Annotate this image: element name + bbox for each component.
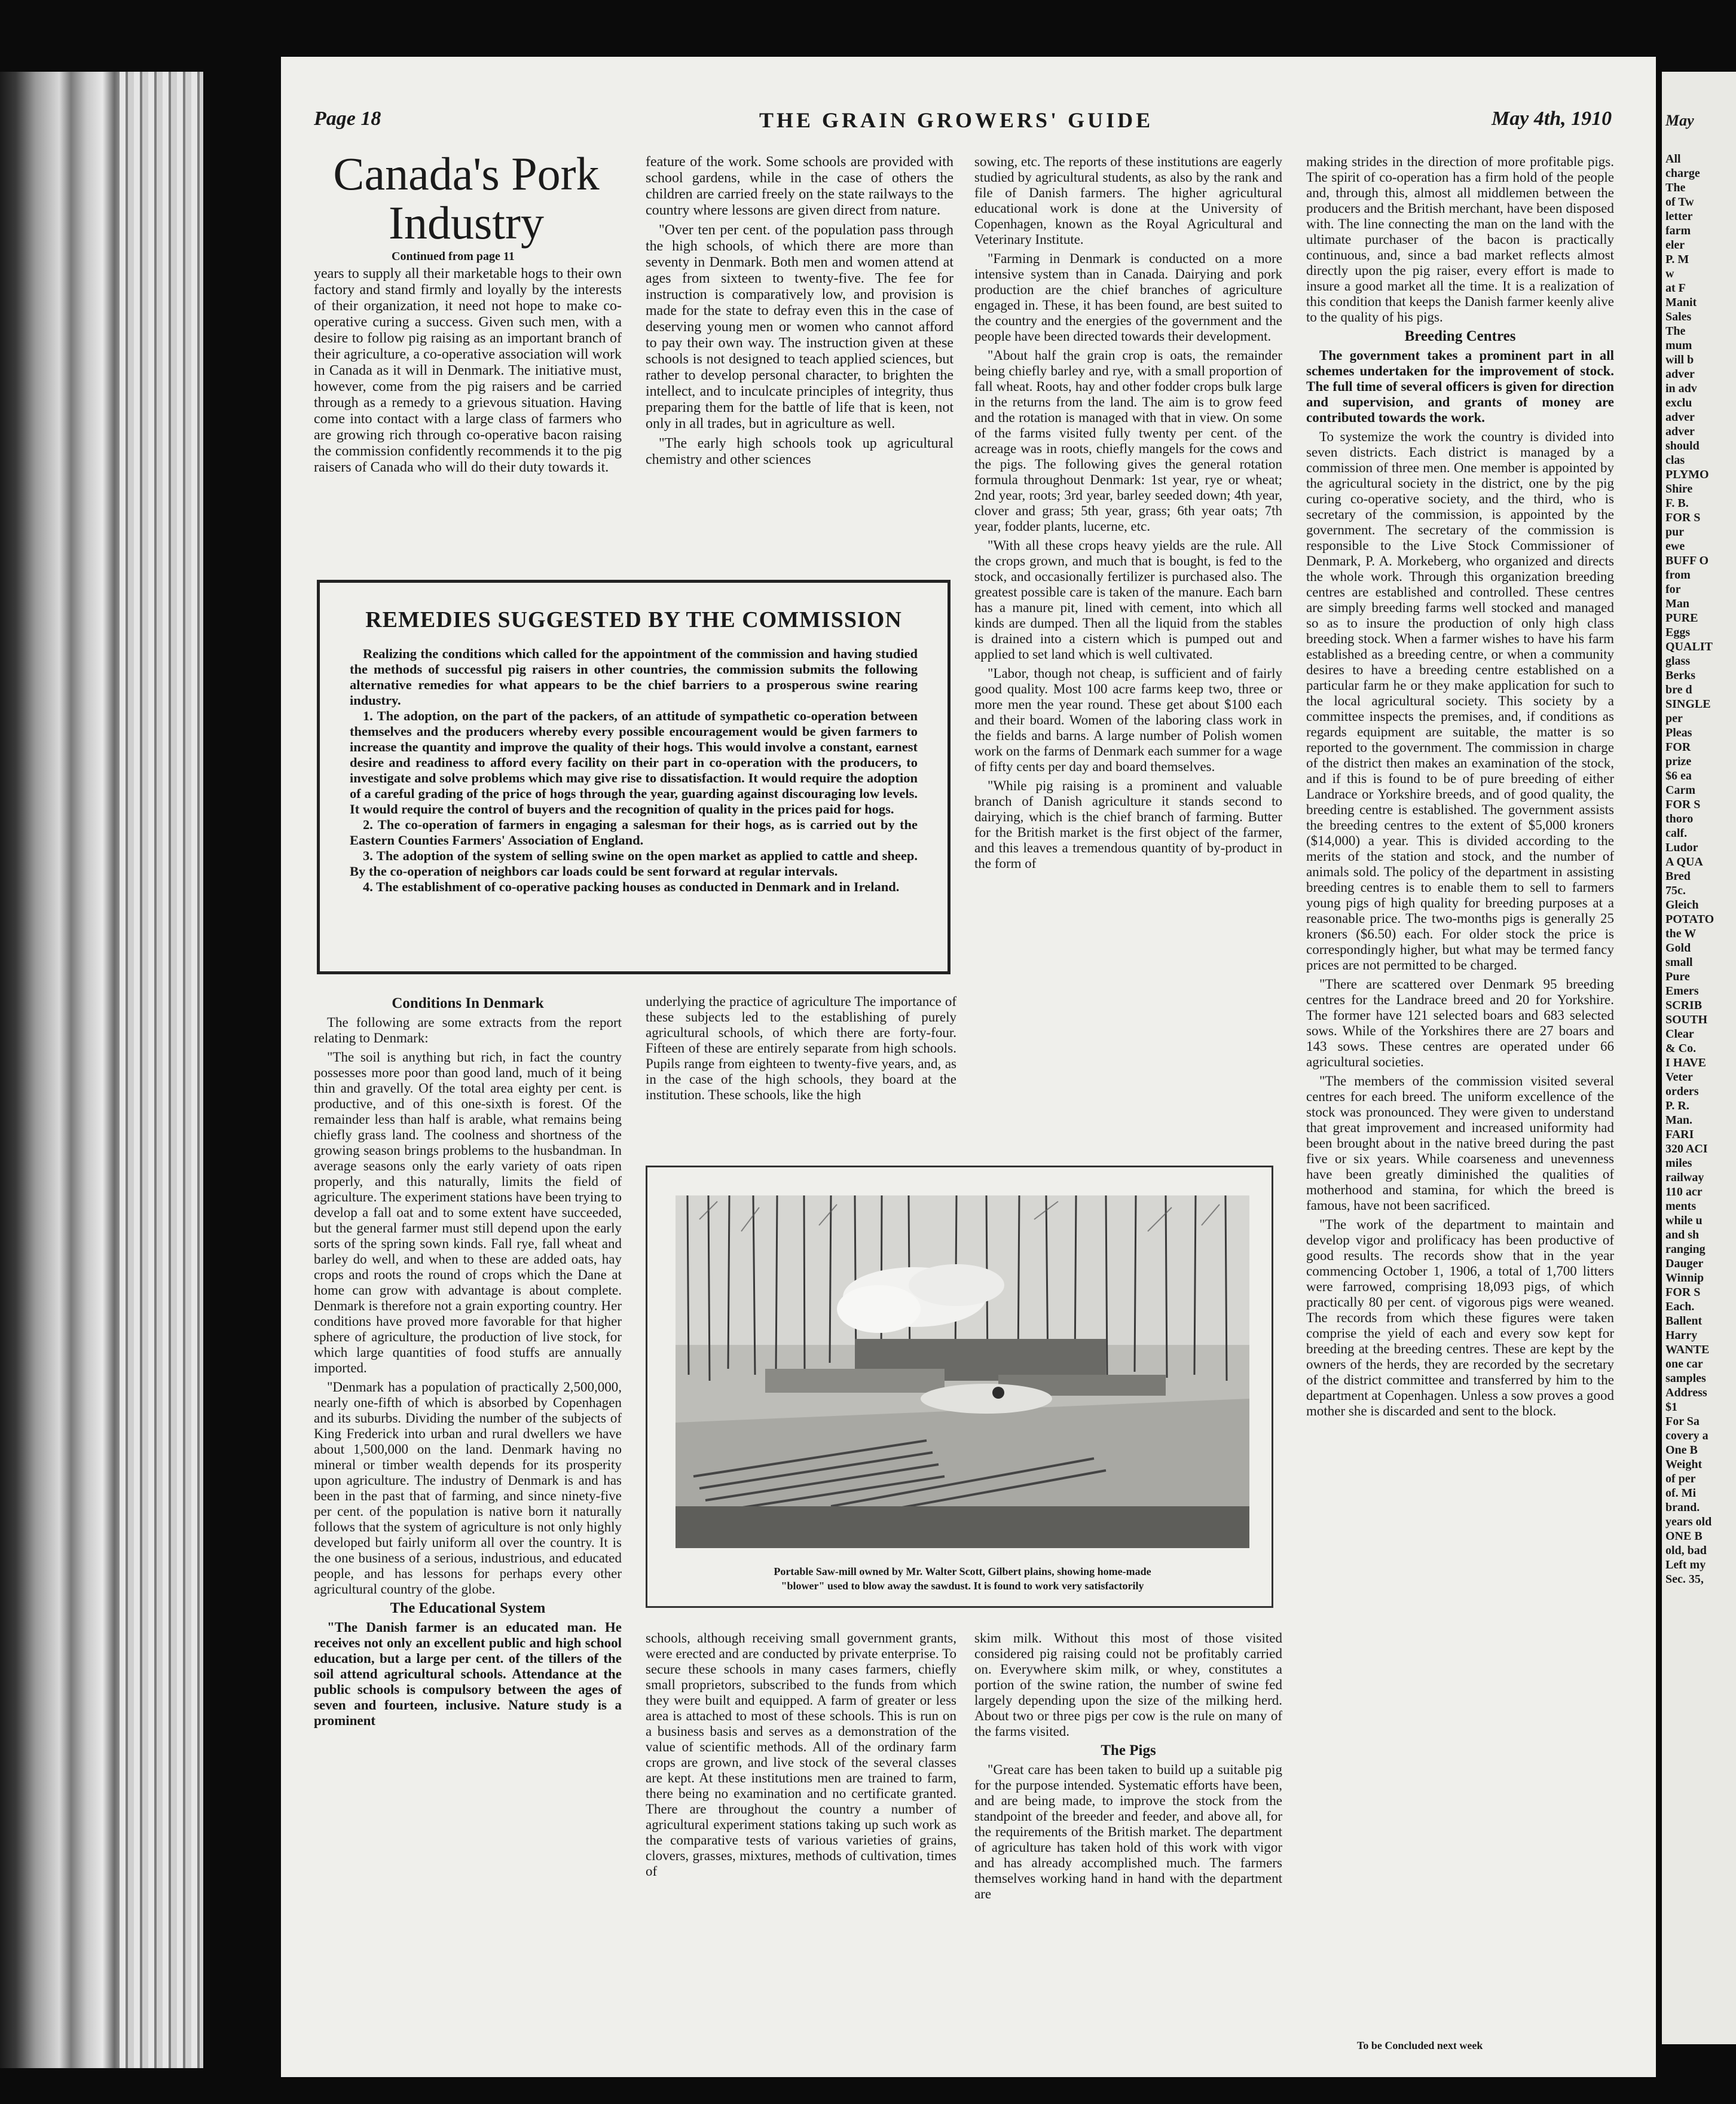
adjacent-page-fragment-line: Address — [1665, 1386, 1707, 1399]
adjacent-page-fragment-line: QUALIT — [1665, 640, 1713, 653]
adjacent-page-fragment-line: PLYMO — [1665, 468, 1709, 481]
adjacent-page-fragment-line: SCRIB — [1665, 999, 1703, 1012]
adjacent-page-fragment-line: from — [1665, 568, 1691, 582]
column-3-bottom — [974, 1631, 1282, 1906]
adjacent-page-fragment-line: the W — [1665, 927, 1697, 940]
adjacent-page-text — [1662, 152, 1736, 1586]
remedy-item: 3. The adoption of the system of selling swine on the open market as applied to cattle and sheep. By the co-operation of neighbors car loads could be sent forward at regular intervals. — [350, 848, 918, 879]
adjacent-page-fragment-line: ranging — [1665, 1243, 1706, 1256]
paragraph: skim milk. Without this most of those visited considered pig raising could not be profitably carried on. Everywhere skim milk, or whey, constitutes a portion of the swine ration, the number of swine fed largely depending upon the size of the milking herd. About two or three pigs per cow is the rule on many of the farms visited. — [974, 1631, 1282, 1739]
remedies-box — [317, 580, 950, 974]
adjacent-page-fragment-line: covery a — [1665, 1429, 1709, 1442]
adjacent-page-fragment-line: adver — [1665, 425, 1695, 438]
paragraph: "While pig raising is a prominent and valuable branch of Danish agriculture it stands second to dairying, which is the chief branch of farming. Butter for the British market is the first object of the farmer, and this leaves a tremendous quantity of by-product in the form of — [974, 778, 1282, 871]
paragraph: schools, although receiving small government grants, were erected and are conducted by private enterprise. To secure these schools in many cases farmers, chiefly small proprietors, subscribed to the funds from which they were built and equipped. A farm of greater or less area is attached to most of these schools. This is run on a business basis and serves as a demonstration of the value of scientific methods. All of the ordinary farm crops are grown, and live stock of the several classes are kept. At these institutions men are trained to farm, there being no examination and no certificate granted. There are throughout the country a number of agricultural experiment stations taking up such work as the comparative tests of various varieties of grains, clovers, grasses, mixtures, methods of cultivation, times of — [646, 1631, 956, 1879]
adjacent-page-fragment-line: FARI — [1665, 1128, 1694, 1141]
adjacent-page-fragment-line: POTATO — [1665, 913, 1714, 926]
adjacent-page-fragment-line: Sec. 35, — [1665, 1573, 1704, 1586]
paragraph: "About half the grain crop is oats, the remainder being chiefly barley and rye, with a small proportion of fall wheat. Roots, hay and other fodder crops bulk large in the returns from the land. The aim is to grow feed and the rotation is managed with that in view. On some of the farms visited fully twenty per cent. of the acreage was in roots, chiefly mangels for the cows and the pigs. The following gives the general rotation formula throughout Denmark: 1st year, rye or wheat; 2nd year, roots; 3rd year, barley seeded down; 4th year, clover and grass; 5th year, grass; 6th year oats; 7th year, fodder plants, lucerne, etc. — [974, 348, 1282, 534]
adjacent-page-fragment-line: while u — [1665, 1214, 1703, 1227]
paragraph: sowing, etc. The reports of these institutions are eagerly studied by agricultural students, as also by the rank and file of Danish farmers. The higher agricultural educational work is done at the University of Copenhagen, known as the Royal Agricultural and Veterinary Institute. — [974, 154, 1282, 247]
remedy-item: 1. The adoption, on the part of the packers, of an attitude of sympathetic co-operation between themselves and the producers whereby every possible encouragement would be given farmers to increase the quantity and improve the quality of their hogs. This would involve a constant, earnest desire and readiness to afford every facility on their part in co-operation with the producers, to investigate and solve problems which may give rise to dissatisfaction. It would require the adoption of a careful grading of the price of hogs through the year, guarding against discouraging low levels. It would require the control of buyers and the recognition of quality in the prices paid for hogs. — [350, 708, 918, 816]
adjacent-page-fragment-line: of. Mi — [1665, 1487, 1697, 1500]
paragraph: To systemize the work the country is divided into seven districts. Each district is managed by a commission of three men. One member is appointed by the agricultural society in the district, one by the pig curing co-operative society, and the third, who is secretary of the commission, is appointed by the government. The secretary of the commission is responsible to the Live Stock Commissioner of Denmark, P. A. Morkeberg, who organized and directs the whole work. Through this organization breeding centres are established and controlled. These centres are simply breeding farms well stocked and managed so as to insure the production of only high class breeding stock. When a farmer wishes to have his farm established as a breeding centre, or when a community desires to have a breeding centre established on a particular farm he or they make application for such to the local agricultural society. This society by a committee inspects the premises, and, if conditions as regards equipment are suitable, the matter is so reported to the government. The commission in charge of the district then makes an examination of the stock, and if this is found to be of pure breeding of either Landrace or Yorkshire breeds, and of good quality, the breeding centre is established. The government assists the breeding centres to the extent of $5,000 kroners ($14,000) a year. This is divided according to the merits of the station and stock, and the number of animals sold. The policy of the department in assisting breeding centres is to enable them to sell to farmers young pigs of high quality for breeding purposes at a reasonable price. The two-months pigs is generally 25 kroners ($6.50) each. For older stock the price is correspondingly higher, but what may be termed fancy prices are not permitted to be charged. — [1306, 429, 1614, 973]
adjacent-page-fragment-line: w — [1665, 267, 1674, 280]
adjacent-page-fragment-line: A QUA — [1665, 855, 1703, 868]
adjacent-page-fragment-line: Gold — [1665, 941, 1691, 955]
adjacent-page-fragment-line: I HAVE — [1665, 1056, 1706, 1069]
adjacent-page-fragment-line: orders — [1665, 1085, 1699, 1098]
column-2-mid — [646, 994, 956, 1106]
adjacent-page-fragment-line: 110 acr — [1665, 1185, 1703, 1198]
masthead: THE GRAIN GROWERS' GUIDE — [759, 108, 1154, 132]
paragraph: "There are scattered over Denmark 95 breeding centres for the Landrace breed and 20 for Yorkshire. The former have 121 selected boars and 683 selected sows. While of the Yorkshires there are 27 boars and 143 sows. These centres are operated under 66 agricultural societies. — [1306, 977, 1614, 1069]
remedies-text — [350, 646, 918, 895]
breeding-centres-heading: Breeding Centres — [1404, 328, 1516, 344]
adjacent-page-fragment-line: Winnip — [1665, 1271, 1704, 1285]
adjacent-page-fragment-line: ewe — [1665, 540, 1685, 553]
adjacent-page-fragment-line: of per — [1665, 1472, 1696, 1485]
paragraph: feature of the work. Some schools are provided with school gardens, while in the case of others the children are carried freely on the state railways to the country where lessons are given direct from nature. — [646, 154, 953, 218]
continued-note: Continued from page 11 — [392, 250, 515, 263]
adjacent-page-fragment-line: Eggs — [1665, 626, 1691, 639]
column-2-top — [646, 154, 953, 472]
sawmill-photo — [676, 1195, 1249, 1548]
photo-caption — [681, 1564, 1243, 1593]
caption-line: "blower" used to blow away the sawdust. It is found to work very satisfactorily — [781, 1580, 1144, 1592]
adjacent-page-fragment-line: of Tw — [1665, 195, 1694, 209]
paragraph: "Labor, though not cheap, is sufficient and of fairly good quality. Most 100 acre farms keep two, three or more men the year round. These get about $100 each and their board. Women of the laboring class work in the fields and barns. A large number of Polish women work on the farms of Denmark each summer for a wage of fifty cents per day and board themselves. — [974, 666, 1282, 774]
adjacent-page-fragment-line: per — [1665, 712, 1683, 725]
adjacent-page-fragment-line: Man — [1665, 597, 1689, 610]
adjacent-page-fragment-line: Pleas — [1665, 726, 1692, 739]
paragraph: making strides in the direction of more profitable pigs. The spirit of co-operation has a firm hold of the people and, through this, almost all middlemen between the producers and the British merchant, have been disposed with. The line connecting the man on the land with the ultimate purchaser of the bacon is practically continuous, and, since a bad market reflects almost directly upon the pig raiser, every effort is made to insure a good market all the time. It is a realization of this condition that keeps the Danish farmer keenly alive to the quality of his pigs. — [1306, 154, 1614, 325]
caption-line: Portable Saw-mill owned by Mr. Walter Scott, Gilbert plains, showing home-made — [774, 1565, 1151, 1577]
paragraph: "Over ten per cent. of the population pass through the high schools, of which there are more than seventy in Denmark. Both men and women attend at ages from sixteen to twenty-five. The fee for instruction is comparatively low, and provision is made for the state to defray even this in the case of deserving young men or women who cannot afford to pay their own way. The instruction given at these schools is not designed to teach applied sciences, but rather to develop personal character, to brighten the intellect, and to inculcate principles of integrity, thus preparing them for the battle of life that is keen, not only in all trades, but in agriculture as well. — [646, 222, 953, 432]
adjacent-page-fragment-line: will b — [1665, 353, 1694, 366]
adjacent-page-fragment-line: FOR S — [1665, 798, 1701, 811]
adjacent-page-fragment-line: small — [1665, 956, 1693, 969]
adjacent-page-fragment — [1662, 72, 1736, 2044]
adjacent-page-fragment-line: Left my — [1665, 1558, 1706, 1571]
adjacent-page-fragment-line: for — [1665, 583, 1681, 596]
adjacent-page-fragment-line: brand. — [1665, 1501, 1700, 1514]
column-3-top — [974, 154, 1282, 875]
adjacent-page-fragment-line: ONE B — [1665, 1530, 1703, 1543]
adjacent-page-fragment-line: All — [1665, 152, 1681, 166]
page-number: Page 18 — [314, 108, 381, 130]
adjacent-page-fragment-line: miles — [1665, 1157, 1692, 1170]
adjacent-page-fragment-line: exclu — [1665, 396, 1692, 409]
adjacent-page-fragment-line: pur — [1665, 525, 1685, 539]
adjacent-page-fragment-line: FOR — [1665, 741, 1691, 754]
adjacent-page-fragment-line: in adv — [1665, 382, 1697, 395]
adjacent-page-fragment-line: FOR S — [1665, 511, 1701, 524]
adjacent-page-fragment-line: farm — [1665, 224, 1691, 237]
paragraph: "The work of the department to maintain and develop vigor and prolificacy has been productive of good results. The records show that in the year commencing October 1, 1906, a total of 1,700 litters were farrowed, comprising 18,093 pigs, of which practically 80 per cent. of vigorous pigs were weaned. The records from which these figures were taken comprise the yield of each and every sow kept for breeding at the breeding centres. These are kept by the owners of the herds, they are recorded by the secretary of the district committee and transferred by him to the department at Copenhagen. Unless a sow proves a good mother she is discarded and sent to the block. — [1306, 1217, 1614, 1418]
adjacent-page-fragment-line: P. R. — [1665, 1099, 1689, 1112]
adjacent-page-fragment-line: The — [1665, 325, 1686, 338]
adjacent-page-fragment-line: Berks — [1665, 669, 1695, 682]
adjacent-page-fragment-line: years old — [1665, 1515, 1712, 1528]
breeding-lead-paragraph: The government takes a prominent part in all schemes undertaken for the improvement of stock. The full time of several officers is given for direction and supervision, and grants of money are contributed towards the work. — [1306, 348, 1614, 425]
paragraph: "Farming in Denmark is conducted on a more intensive system than in Canada. Dairying and pork production are the chief branches of agriculture engaged in. These, it has been found, are best suited to the country and the energies of the government and the people have been directed towards their development. — [974, 251, 1282, 344]
adjacent-page-fragment-line: Harry — [1665, 1329, 1698, 1342]
adjacent-page-fragment-line: bre d — [1665, 683, 1692, 696]
adjacent-page-fragment-line: P. M — [1665, 253, 1689, 266]
adjacent-page-fragment-line: Weight — [1665, 1458, 1703, 1471]
adjacent-page-fragment-line: $1 — [1665, 1400, 1677, 1414]
paragraph: "The soil is anything but rich, in fact the country possesses more poor than good land, much of it being thin and gravelly. Of the total area eighty per cent. is productive, and of this one-sixth is forest. Of the remainder less than half is arable, what remains being chiefly grass land. The coolness and shortness of the growing season brings problems to the husbandman. In average seasons only the early variety of oats ripen properly, and this naturally, limits the field of agriculture. The experiment stations have been trying to develop a fall oat and to some extent have succeeded, but the general farmer must still depend upon the early sorts of the spring sown kinds. Fall rye, fall wheat and barley do well, and when to these are added oats, hay crops and roots the round of crops which the Dane at home can grow with advantage is about complete. Denmark is therefore not a grain exporting country. Her conditions have proved more favorable for that higher sphere of agriculture, the production of live stock, for which large quantities of food stuffs are annually imported. — [314, 1050, 622, 1375]
column-1-top — [314, 266, 622, 479]
paragraph: "Denmark has a population of practically 2,500,000, nearly one-fifth of which is absorbed by Copenhagen and its suburbs. Dividing the number of the subjects of King Frederick into urban and rural dwellers we have about 1,500,000 on the land. Denmark having no mineral or timber wealth depends for its prosperity upon agriculture. The industry of Denmark is and has been in the past that of farming, and since ninety-five per cent. of the population is native born it naturally follows that the system of agriculture is not only highly developed but fairly uniform all over the country. It is the one business of a serious, industrious, and educated people, and has lessons for perhaps every other agricultural country of the globe. — [314, 1380, 622, 1597]
adjacent-page-fragment-line: Bred — [1665, 870, 1691, 883]
adjacent-page-fragment-line: FOR S — [1665, 1286, 1701, 1299]
adjacent-page-fragment-line: Veter — [1665, 1071, 1693, 1084]
paragraph: "With all these crops heavy yields are the rule. All the crops grown, and much that is bought, is fed to the stock, and occasionally fertilizer is purchased also. The greatest possible care is taken of the manure. Each barn has a manure pit, lined with cement, into which all kinds are dumped. Then all the liquid from the stables is drained into a cistern which is pumped out and applied to set land which is well cultivated. — [974, 538, 1282, 662]
pigs-heading: The Pigs — [1101, 1742, 1156, 1759]
adjacent-page-fragment-line: The — [1665, 181, 1686, 194]
adjacent-page-fragment-line: samples — [1665, 1372, 1706, 1385]
adjacent-page-fragment-line: One B — [1665, 1444, 1698, 1457]
adjacent-page-fragment-line: railway — [1665, 1171, 1704, 1184]
adjacent-page-fragment-line: PURE — [1665, 611, 1698, 625]
paragraph: "The Danish farmer is an educated man. He receives not only an excellent public and high school education, but a large per cent. of the tillers of the soil attend agricultural schools. Attendance at the public schools is compulsory between the ages of seven and fourteen, inclusive. Nature study is a prominent — [314, 1620, 622, 1728]
paragraph: The following are some extracts from the report relating to Denmark: — [314, 1015, 622, 1045]
adjacent-page-fragment-line: and sh — [1665, 1228, 1700, 1241]
adjacent-page-fragment-line: Manit — [1665, 296, 1697, 309]
paragraph: "The members of the commission visited several centres for each breed. The uniform excellence of the stock was pronounced. They were given to understand that great improvement and increased uniformity had been brought about in the native breed during the past five or six years. While coarseness and unevenness have been greatly diminished the qualities of motherhood and stamina, for which the breed is famous, have not been sacrificed. — [1306, 1074, 1614, 1213]
adjacent-page-fragment-line: glass — [1665, 655, 1691, 668]
article-title: Canada's Pork Industry — [333, 148, 600, 249]
adjacent-page-fragment-line: Emers — [1665, 984, 1699, 998]
adjacent-page-fragment-line: one car — [1665, 1357, 1703, 1371]
adjacent-page-fragment-line: SOUTH — [1665, 1013, 1708, 1026]
adjacent-page-fragment-line: Each. — [1665, 1300, 1695, 1313]
paragraph: underlying the practice of agriculture The importance of these subjects led to the establishing of purely agricultural schools, of which there are forty-four. Fifteen of these are entirely separate from high schools. Pupils range from eighteen to twenty-five years, and, as in the case of the high schools, they board at the institution. These schools, like the high — [646, 994, 956, 1102]
adjacent-page-fragment-line: 75c. — [1665, 884, 1686, 897]
adjacent-page-fragment-line: calf. — [1665, 827, 1688, 840]
adjacent-page-fragment-line: BUFF O — [1665, 554, 1709, 567]
adjacent-page-fragment-line: Ludor — [1665, 841, 1698, 854]
adjacent-page-fragment-line: adver — [1665, 411, 1695, 424]
adjacent-page-fragment-line: at F — [1665, 282, 1686, 295]
adjacent-page-fragment-line: & Co. — [1665, 1042, 1697, 1055]
column-2-bottom — [646, 1631, 956, 1883]
adjacent-page-fragment-line: Man. — [1665, 1114, 1692, 1127]
adjacent-page-header: May — [1665, 112, 1694, 129]
adjacent-page-fragment-line: letter — [1665, 210, 1693, 223]
issue-date: May 4th, 1910 — [1492, 108, 1612, 130]
paragraph: "Great care has been taken to build up a suitable pig for the purpose intended. Systematic efforts have been, and are being made, to improve the stock from the standpoint of the breeder and feeder, and above all, for the requirements of the British market. The department of agriculture has taken hold of this work with vigor and has already accomplished much. The farmers themselves working hand in hand with the department are — [974, 1762, 1282, 1901]
continuation-note: To be Concluded next week — [1357, 2039, 1483, 2051]
adjacent-page-fragment-line: Shire — [1665, 482, 1693, 496]
column-1-lower — [314, 992, 622, 1732]
paragraph: "The early high schools took up agricultural chemistry and other sciences — [646, 436, 953, 467]
adjacent-page-fragment-line: Dauger — [1665, 1257, 1704, 1270]
adjacent-page-fragment-line: For Sa — [1665, 1415, 1700, 1428]
sawmill-illustration — [676, 1195, 1249, 1548]
adjacent-page-fragment-line: charge — [1665, 167, 1700, 180]
adjacent-page-fragment-line: 320 ACI — [1665, 1142, 1708, 1155]
page-edges — [120, 72, 203, 2068]
adjacent-page-fragment-line: old, bad — [1665, 1544, 1707, 1557]
adjacent-page-fragment-line: thoro — [1665, 812, 1694, 825]
remedy-item: 4. The establishment of co-operative packing houses as conducted in Denmark and in Ireland. — [363, 879, 900, 894]
adjacent-page-fragment-line: $6 ea — [1665, 769, 1692, 782]
adjacent-page-fragment-line: Ballent — [1665, 1314, 1703, 1328]
column-4 — [1306, 154, 1614, 1423]
adjacent-page-fragment-line: prize — [1665, 755, 1692, 768]
adjacent-page-fragment-line: Pure — [1665, 970, 1690, 983]
adjacent-page-fragment-line: ments — [1665, 1200, 1697, 1213]
adjacent-page-fragment-line: clas — [1665, 454, 1685, 467]
intro-paragraph: years to supply all their marketable hogs to their own factory and stand firmly and loyally by the interests of their organization, it need not hope to make co-operative curing a success. Given such men, with a desire to follow pig raising as an important branch of their agriculture, a co-operative association will work in Canada as it will in Denmark. The initiative must, however, come from the pig raisers and be carried through as a remedy to a grievous situation. Having come into contact with a large class of farmers who are growing rich through co-operative bacon raising the commission confidently recommends it to the pig raisers of Canada who will do their duty towards it. — [314, 266, 622, 475]
adjacent-page-fragment-line: Sales — [1665, 310, 1692, 323]
adjacent-page-fragment-line: SINGLE — [1665, 698, 1711, 711]
remedies-intro: Realizing the conditions which called for the appointment of the commission and having studied the methods of successful pig raisers in other countries, the commission submits the following alternative remedies for what appears to be the chief barriers to a prosperous swine rearing industry. — [350, 646, 918, 708]
remedy-item: 2. The co-operation of farmers in engaging a salesman for their hogs, as is carried out by the Eastern Counties Farmers' Association of England. — [350, 817, 918, 848]
adjacent-page-fragment-line: adver — [1665, 368, 1695, 381]
adjacent-page-fragment-line: WANTE — [1665, 1343, 1710, 1356]
adjacent-page-fragment-line: F. B. — [1665, 497, 1689, 510]
remedies-heading: REMEDIES SUGGESTED BY THE COMMISSION — [365, 607, 902, 632]
adjacent-page-fragment-line: Carm — [1665, 784, 1695, 797]
adjacent-page-fragment-line: Clear — [1665, 1027, 1694, 1041]
conditions-heading: Conditions In Denmark — [392, 995, 544, 1011]
adjacent-page-fragment-line: Gleich — [1665, 898, 1699, 912]
adjacent-page-fragment-line: should — [1665, 439, 1700, 452]
adjacent-page-fragment-line: eler — [1665, 238, 1685, 252]
education-heading: The Educational System — [390, 1600, 546, 1616]
adjacent-page-fragment-line: mum — [1665, 339, 1692, 352]
